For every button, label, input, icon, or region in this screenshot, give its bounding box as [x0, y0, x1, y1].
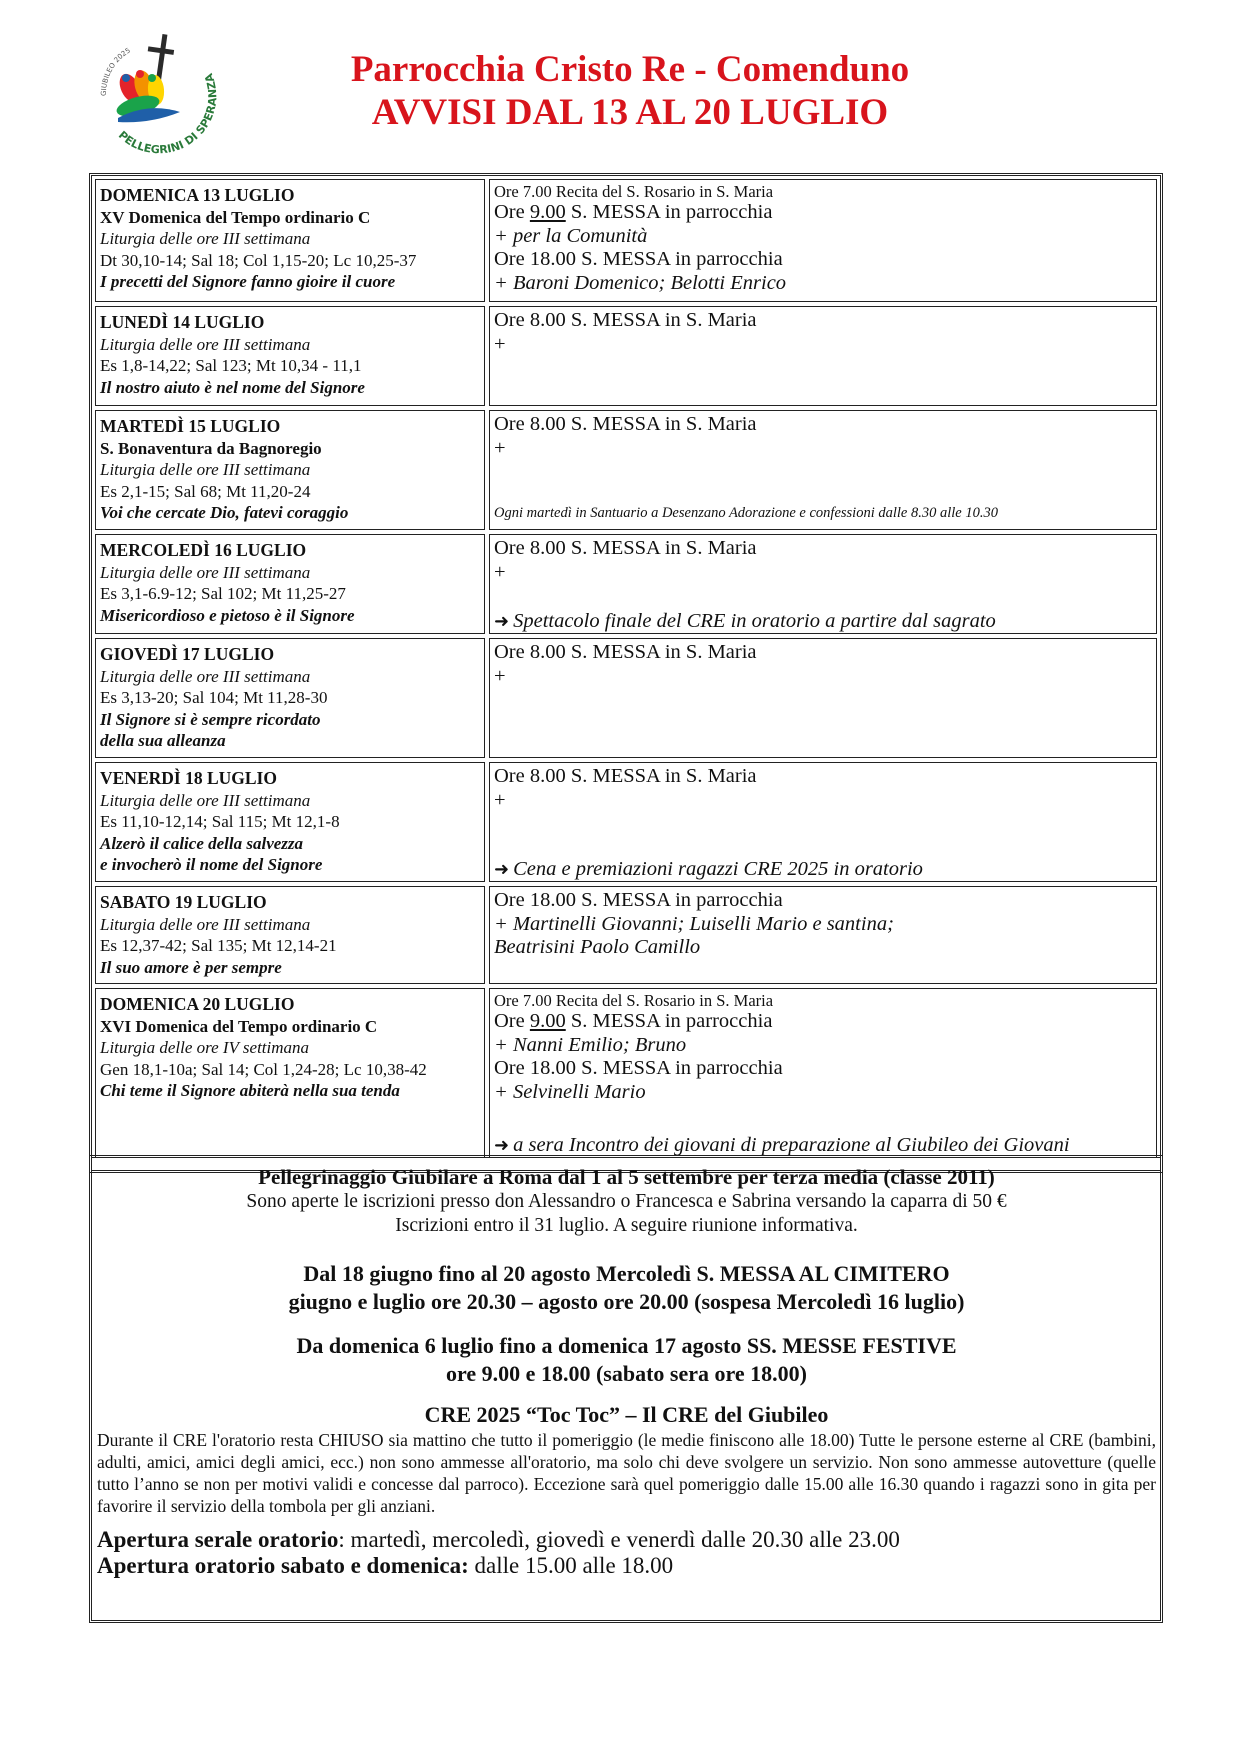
mass-intention: + Nanni Emilio; Bruno [494, 1033, 687, 1056]
day-label: DOMENICA 20 LUGLIO [100, 994, 295, 1014]
schedule-row-fri-18 [95, 762, 1157, 882]
mass-time: Ore 8.00 S. MESSA in S. Maria [494, 765, 757, 787]
schedule-row-sun-13 [95, 179, 1157, 302]
antiphon: Misericordioso e pietoso è il Signore [100, 605, 355, 625]
mass-intention: + [494, 332, 506, 355]
mass-intention: + [494, 560, 506, 583]
readings: Es 2,1-15; Sal 68; Mt 11,20-24 [100, 481, 311, 501]
arrow-right-icon: ➜ [494, 1134, 510, 1156]
rosary-time: Ore 7.00 Recita del S. Rosario in S. Maria [494, 991, 774, 1010]
notices-box [89, 1155, 1163, 1623]
antiphon: della sua alleanza [100, 731, 226, 750]
feast-label: XVI Domenica del Tempo ordinario C [100, 1016, 378, 1036]
feast-label: XV Domenica del Tempo ordinario C [100, 207, 371, 227]
liturgy-cell [95, 179, 485, 302]
antiphon: Voi che cercate Dio, fatevi coraggio [100, 503, 349, 522]
day-label: MARTEDÌ 15 LUGLIO [100, 416, 281, 436]
weekly-schedule-table [89, 173, 1163, 1173]
mass-time: Ore 8.00 S. MESSA in S. Maria [494, 309, 757, 331]
readings: Es 11,10-12,14; Sal 115; Mt 12,1-8 [100, 812, 340, 831]
services-cell [489, 306, 1157, 406]
services-cell [489, 638, 1157, 758]
mass-time: Ore 9.00 S. MESSA in parrocchia [494, 201, 773, 223]
antiphon: e invocherò il nome del Signore [100, 855, 323, 874]
arrow-right-icon: ➜ [494, 610, 510, 632]
services-cell [489, 410, 1157, 530]
evening-opening: Apertura serale oratorio: martedì, mercoledì, giovedì e venerdì dalle 20.30 alle 23.00 [97, 1527, 900, 1552]
mass-time: Ore 18.00 S. MESSA in parrocchia [494, 1057, 783, 1079]
liturgy-week: Liturgia delle ore IV settimana [100, 1038, 310, 1057]
day-label: DOMENICA 13 LUGLIO [100, 185, 295, 205]
liturgy-week: Liturgia delle ore III settimana [100, 334, 311, 354]
liturgy-cell [95, 886, 485, 984]
mass-intention: + Martinelli Giovanni; Luiselli Mario e santina; [494, 912, 894, 935]
services-cell [489, 762, 1157, 882]
event-line: ➜ Cena e premiazioni ragazzi CRE 2025 in oratorio [494, 857, 923, 880]
antiphon: I precetti del Signore fanno gioire il cuore [100, 272, 396, 291]
weekend-opening: Apertura oratorio sabato e domenica: dalle 15.00 alle 18.00 [97, 1553, 674, 1578]
liturgy-cell [95, 988, 485, 1158]
mass-intention: Beatrisini Paolo Camillo [494, 936, 701, 958]
readings: Es 3,1-6.9-12; Sal 102; Mt 11,25-27 [100, 584, 346, 603]
mass-time: Ore 8.00 S. MESSA in S. Maria [494, 413, 757, 435]
festive-masses-title: Da domenica 6 luglio fino a domenica 17 agosto SS. MESSE FESTIVE [296, 1333, 957, 1358]
logo-arc-top-text: GIUBILEO 2025 [99, 46, 132, 97]
schedule-row-thu-17 [95, 638, 1157, 758]
jubilee-logo [88, 26, 220, 158]
logo-pilgrims-icon [114, 68, 180, 122]
day-label: GIOVEDÌ 17 LUGLIO [100, 644, 275, 664]
mass-time: Ore 8.00 S. MESSA in S. Maria [494, 641, 757, 663]
liturgy-cell [95, 410, 485, 530]
liturgy-cell [95, 762, 485, 882]
logo-arc-side-text: PELLEGRINI DI SPERANZA [115, 71, 220, 157]
day-label: LUNEDÌ 14 LUGLIO [100, 312, 265, 332]
services-cell [489, 534, 1157, 634]
cre-title: CRE 2025 “Toc Toc” – Il CRE del Giubileo [424, 1402, 829, 1427]
readings: Es 3,13-20; Sal 104; Mt 11,28-30 [100, 688, 328, 707]
schedule-row-wed-16 [95, 534, 1157, 634]
title-parish: Parrocchia Cristo Re - Comenduno [350, 49, 910, 90]
day-label: SABATO 19 LUGLIO [100, 892, 267, 912]
cre-rules-text: Durante il CRE l'oratorio resta CHIUSO sia mattino che tutto il pomeriggio (le medie finiscono alle 18.00) Tutte le persone esterne al CRE (bambini, adulti, amici, amici degli amici, ecc.) non sono ammesse all'oratorio, ma solo chi deve svolgere un servizio. Non sono ammesse autovetture (quelle tutto l’anno se non per motivi validi e concesse dal parroco). Eccezione sarà quel pomeriggio dalle 15.00 alle 16.30 quando i ragazzi sono in gita per favorire il servizio della tombola per gli anziani. [97, 1430, 1156, 1516]
weekly-adoration-note: Ogni martedì in Santuario a Desenzano Adorazione e confessioni dalle 8.30 alle 10.30 [494, 504, 998, 521]
day-label: MERCOLEDÌ 16 LUGLIO [100, 540, 307, 560]
antiphon: Il nostro aiuto è nel nome del Signore [100, 377, 365, 397]
liturgy-week: Liturgia delle ore III settimana [100, 229, 311, 248]
mass-intention: + Baroni Domenico; Belotti Enrico [494, 271, 787, 294]
readings: Gen 18,1-10a; Sal 14; Col 1,24-28; Lc 10,38-42 [100, 1059, 427, 1079]
festive-masses-times: ore 9.00 e 18.00 (sabato sera ore 18.00) [446, 1361, 807, 1386]
title-dates: AVVISI DAL 13 AL 20 LUGLIO [371, 92, 889, 133]
readings: Es 1,8-14,22; Sal 123; Mt 10,34 - 11,1 [100, 356, 362, 375]
pilgrimage-title: Pellegrinaggio Giubilare a Roma dal 1 al 5 settembre per terza media (classe 2011) [258, 1165, 995, 1189]
schedule-row-tue-15 [95, 410, 1157, 530]
readings: Es 12,37-42; Sal 135; Mt 12,14-21 [100, 936, 337, 955]
mass-intention: + Selvinelli Mario [494, 1080, 646, 1103]
cemetery-mass-times: giugno e luglio ore 20.30 – agosto ore 20.00 (sospesa Mercoledì 16 luglio) [288, 1289, 965, 1314]
liturgy-week: Liturgia delle ore III settimana [100, 460, 311, 479]
mass-time: Ore 9.00 S. MESSA in parrocchia [494, 1010, 773, 1032]
readings: Dt 30,10-14; Sal 18; Col 1,15-20; Lc 10,25-37 [100, 250, 417, 270]
services-cell [489, 179, 1157, 302]
antiphon: Chi teme il Signore abiterà nella sua tenda [100, 1081, 400, 1100]
liturgy-week: Liturgia delle ore III settimana [100, 562, 311, 582]
services-cell [489, 988, 1157, 1158]
pilgrimage-deadline: Iscrizioni entro il 31 luglio. A seguire riunione informativa. [395, 1215, 858, 1236]
antiphon: Alzerò il calice della salvezza [100, 833, 304, 853]
page-title [250, 48, 1010, 134]
liturgy-cell [95, 306, 485, 406]
mass-intention: + [494, 436, 506, 459]
feast-label: S. Bonaventura da Bagnoregio [100, 438, 322, 458]
liturgy-week: Liturgia delle ore III settimana [100, 666, 311, 686]
pilgrimage-enrolment: Sono aperte le iscrizioni presso don Alessandro o Francesca e Sabrina versando la caparra di 50 € [246, 1191, 1007, 1212]
mass-intention: + [494, 664, 506, 687]
services-cell [489, 886, 1157, 984]
schedule-row-sat-19 [95, 886, 1157, 984]
liturgy-cell [95, 638, 485, 758]
liturgy-week: Liturgia delle ore III settimana [100, 914, 311, 934]
event-line: ➜ a sera Incontro dei giovani di preparazione al Giubileo dei Giovani [494, 1133, 1070, 1156]
mass-time: Ore 18.00 S. MESSA in parrocchia [494, 248, 783, 270]
arrow-right-icon: ➜ [494, 858, 510, 880]
antiphon: Il suo amore è per sempre [100, 957, 282, 977]
liturgy-week: Liturgia delle ore III settimana [100, 790, 311, 810]
mass-time: Ore 8.00 S. MESSA in S. Maria [494, 537, 757, 559]
mass-intention: + [494, 788, 506, 811]
rosary-time: Ore 7.00 Recita del S. Rosario in S. Maria [494, 182, 774, 201]
cemetery-mass-title: Dal 18 giugno fino al 20 agosto Mercoledì S. MESSA AL CIMITERO [303, 1261, 950, 1286]
event-line: ➜ Spettacolo finale del CRE in oratorio a partire dal sagrato [494, 609, 996, 632]
mass-time: Ore 18.00 S. MESSA in parrocchia [494, 889, 783, 911]
antiphon: Il Signore si è sempre ricordato [100, 709, 321, 729]
mass-intention: + per la Comunità [494, 224, 648, 247]
liturgy-cell [95, 534, 485, 634]
schedule-row-sun-20 [95, 988, 1157, 1158]
schedule-row-mon-14 [95, 306, 1157, 406]
day-label: VENERDÌ 18 LUGLIO [100, 768, 277, 788]
